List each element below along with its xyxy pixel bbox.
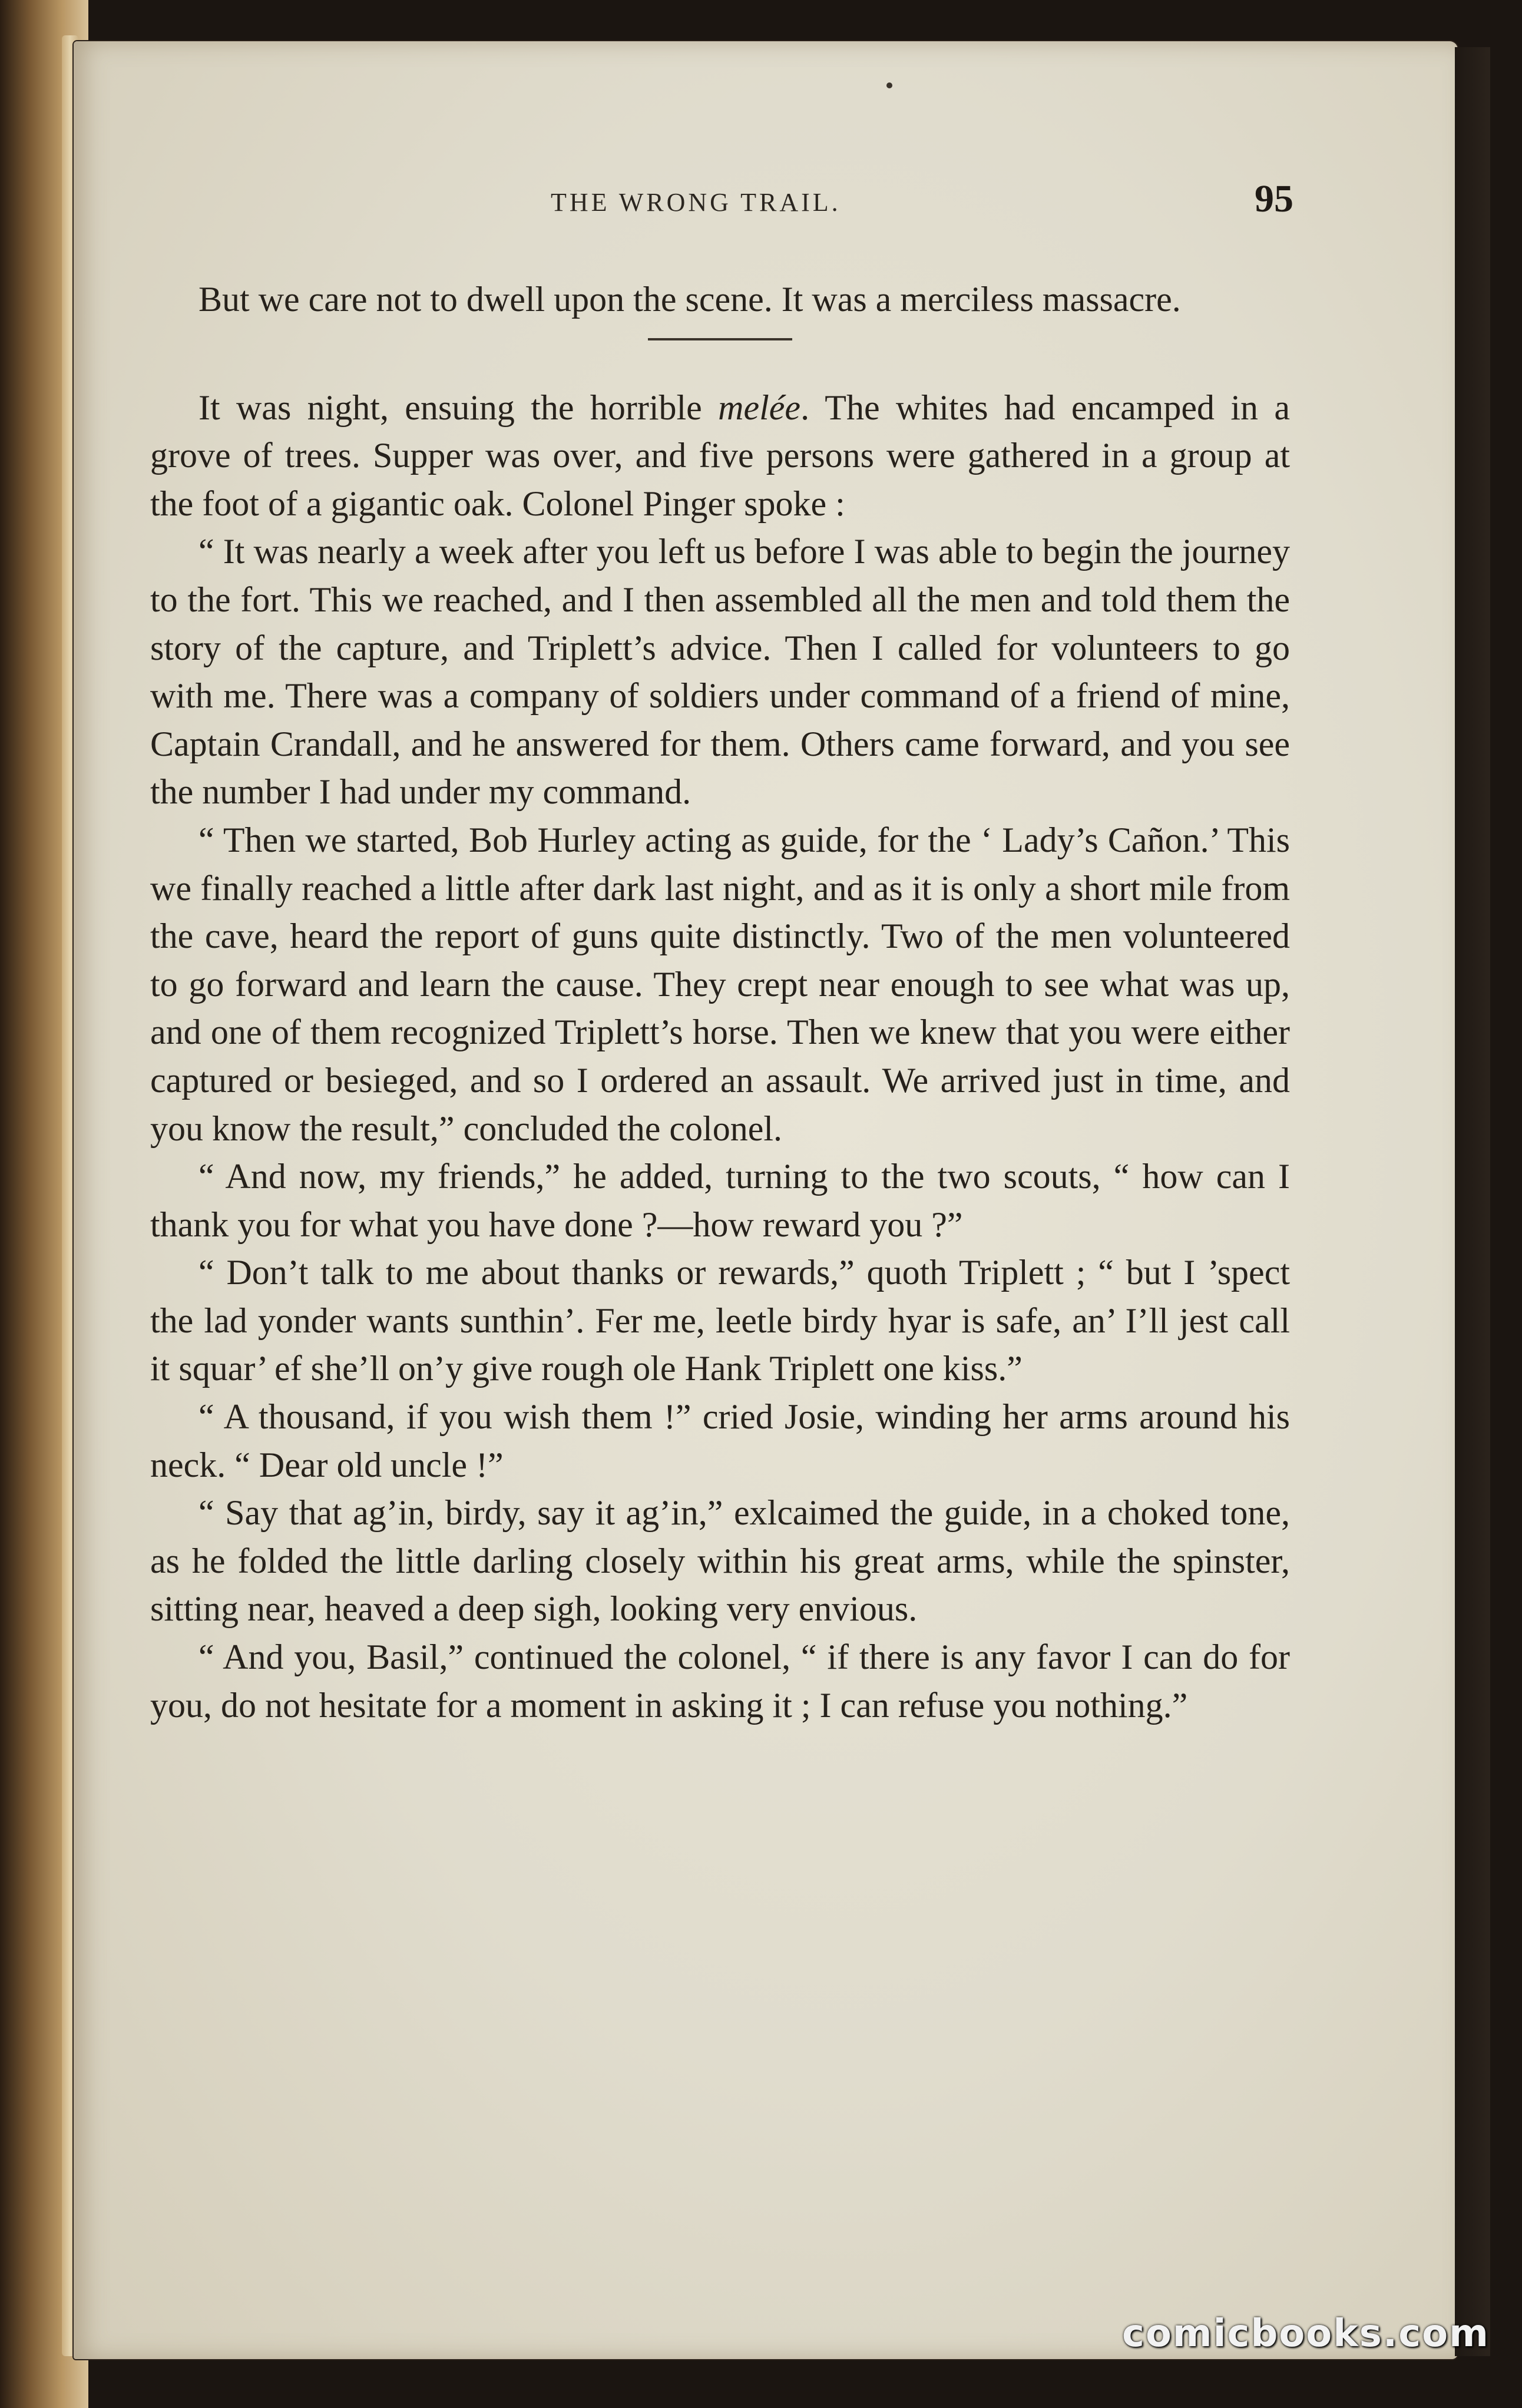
page-header [0, 0, 1522, 247]
paragraph: It was night, ensuing the horrible melée. The whites had encamped in a grove of trees. Supper was over, and five persons were gathered in a group at the foot of a gigantic oak. Colonel Pinger spoke : [150, 388, 1290, 523]
paragraph: “ Say that ag’in, birdy, say it ag’in,” exlcaimed the guide, in a choked tone, as he folded the little darling closely within his great arms, while the spinster, sitting near, heaved a deep sigh, looking very envious. [150, 1493, 1290, 1629]
paragraph: “ And now, my friends,” he added, turning to the two scouts, “ how can I thank you for what you have done ?—how reward you ?” [150, 1157, 1290, 1244]
running-title: THE WRONG TRAIL. [551, 188, 841, 217]
paragraph: “ And you, Basil,” continued the colonel, “ if there is any favor I can do for you, do not hesitate for a moment in asking it ; I can refuse you nothing.” [150, 1638, 1290, 1725]
section-divider [648, 338, 792, 340]
paragraph: “ It was nearly a week after you left us before I was able to begin the journey to the fort. This we reached, and I then assembled all the men and told them the story of the capture, and Triplett’s advice. Then I called for volunteers to go with me. There was a company of soldiers under command of a friend of mine, Captain Crandall, and he answered for them. Others came forward, and you see the number I had under my command. [150, 532, 1290, 812]
paragraph: “ Don’t talk to me about thanks or rewards,” quoth Triplett ; “ but I ’spect the lad yonder wants sunthin’. Fer me, leetle birdy hyar is safe, an’ I’ll jest call it squar’ ef she’ll on’y give rough ole Hank Triplett one kiss.” [150, 1253, 1290, 1388]
body-text [150, 276, 1290, 1729]
page-shadow-edge [1455, 47, 1490, 2356]
paragraph: “ A thousand, if you wish them !” cried Josie, winding her arms around his neck. “ Dear old uncle !” [150, 1397, 1290, 1484]
watermark: comicbooks.com [1122, 2312, 1490, 2356]
paragraph: “ Then we started, Bob Hurley acting as guide, for the ‘ Lady’s Cañon.’ This we finally reached a little after dark last night, and as it is only a short mile from the cave, heard the report of guns quite distinctly. Two of the men volunteered to go forward and learn the cause. They crept near enough to see what was up, and one of them recognized Triplett’s horse. Then we knew that you were either captured or besieged, and so I ordered an assault. We arrived just in time, and you know the result,” concluded the colonel. [150, 820, 1290, 1148]
paragraph: But we care not to dwell upon the scene. It was a merciless massacre. [198, 280, 1181, 319]
italic-word: melée [718, 388, 801, 427]
page-number: 95 [1255, 177, 1293, 220]
